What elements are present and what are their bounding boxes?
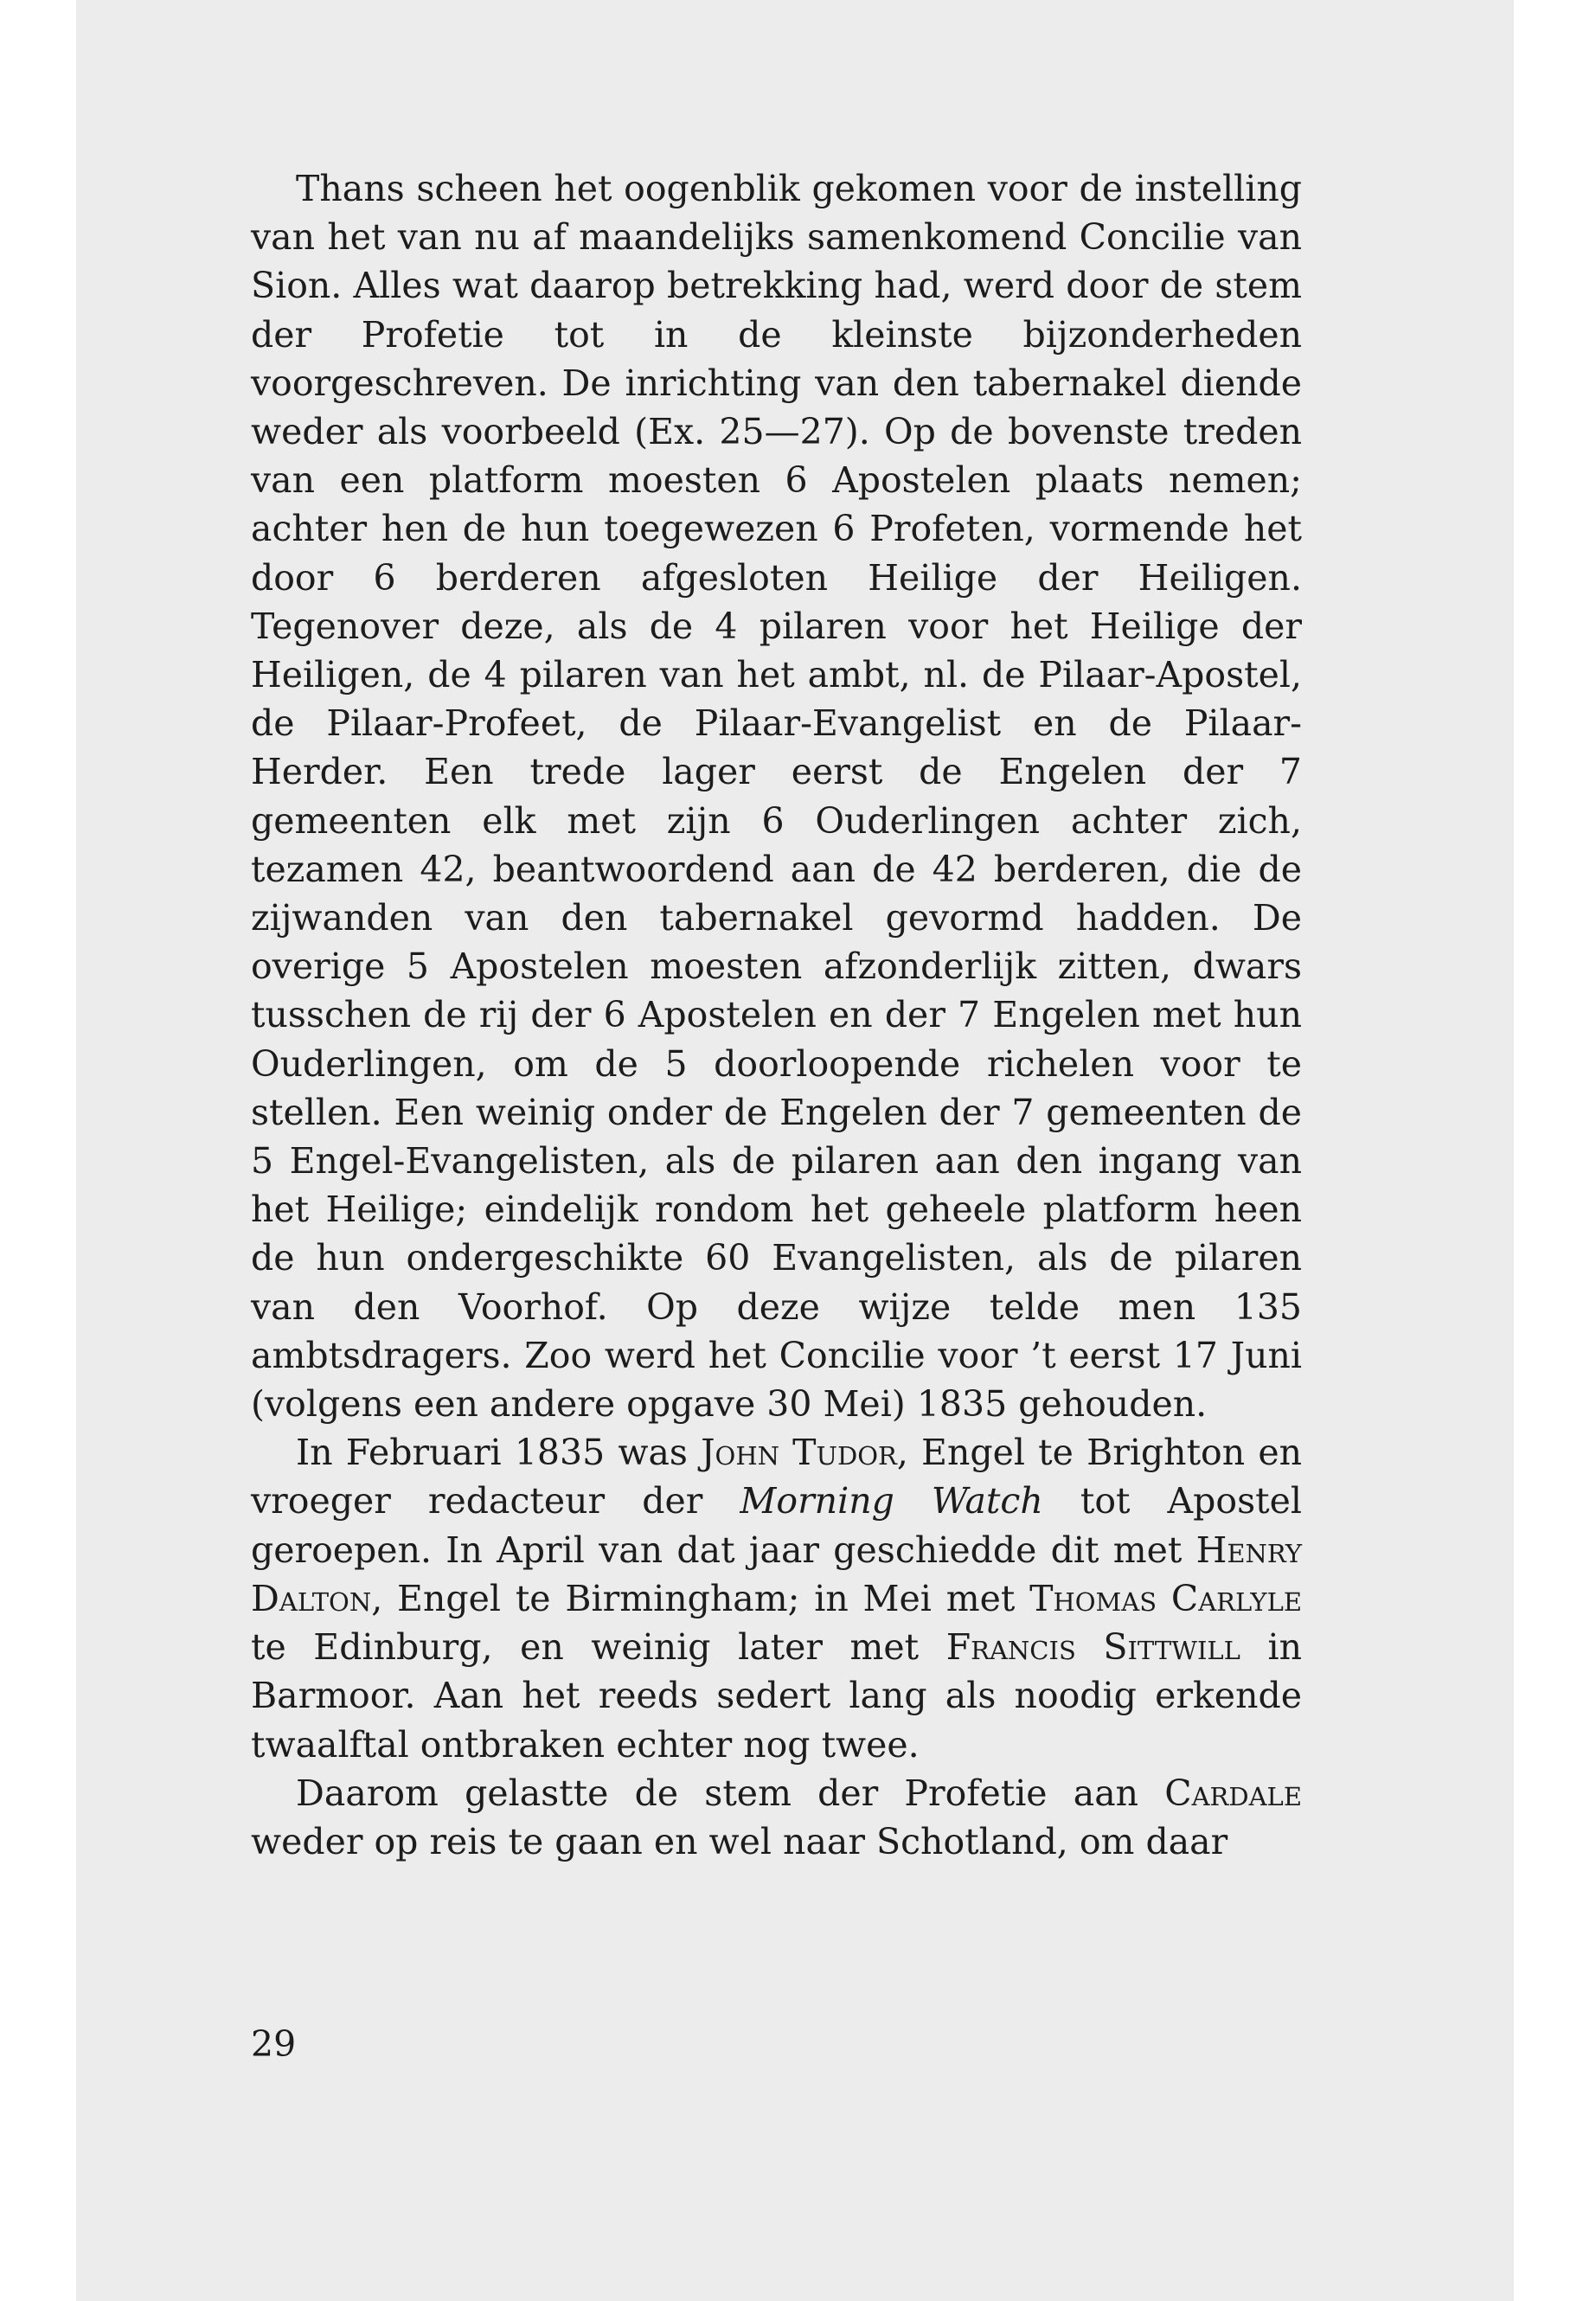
- person-name-thomas-carlyle: Thomas Carlyle: [1029, 1577, 1302, 1619]
- person-name-john-tudor: John Tudor: [701, 1432, 897, 1474]
- text-segment: te Edinburg, en weinig later met: [251, 1626, 946, 1669]
- person-name-henry-dalton: Henry Dalton: [251, 1529, 1302, 1619]
- body-text: [251, 164, 1302, 1866]
- paragraph-cardale-journey: [251, 1769, 1302, 1866]
- text-segment: Daarom gelastte de stem der Profetie aan: [296, 1772, 1165, 1814]
- paragraph-council-of-sion: [251, 164, 1302, 1428]
- text-segment: weder op reis te gaan en wel naar Schotland, om daar: [251, 1820, 1228, 1862]
- person-name-francis-sittwill: Francis Sittwill: [945, 1626, 1240, 1669]
- publication-title: Morning Watch: [740, 1480, 1043, 1522]
- paragraph-apostles-called: [251, 1428, 1302, 1768]
- text-segment: , Engel te Brighton en vroeger redacteur der: [251, 1432, 1302, 1522]
- person-name-cardale: Cardale: [1164, 1772, 1302, 1814]
- page-number: 29: [251, 2023, 297, 2065]
- text-segment: , Engel te Birmingham; in Mei met: [371, 1577, 1030, 1619]
- text-segment: tot Apostel geroepen. In April van dat jaar geschiedde dit met: [251, 1480, 1302, 1571]
- text-segment: In Februari 1835 was: [296, 1432, 702, 1474]
- paragraph-text: Thans scheen het oogenblik gekomen voor de instelling van het van nu af maandelijks samenkomend Concilie van Sion. Alles wat daarop betrekking had, werd door de stem der Profetie tot in de kleinste bijzonderheden voorgeschreven. De inrichting van den tabernakel diende weder als voorbeeld (Ex. 25—27). Op de bovenste treden van een platform moesten 6 Apostelen plaats nemen; achter hen de hun toegewezen 6 Profeten, vormende het door 6 berderen afgesloten Heilige der Heiligen. Tegenover deze, als de 4 pilaren voor het Heilige der Heiligen, de 4 pilaren van het ambt, nl. de Pilaar-Apostel, de Pilaar-Profeet, de Pilaar-Evangelist en de Pilaar-Herder. Een trede lager eerst de Engelen der 7 gemeenten elk met zijn 6 Ouderlingen achter zich, tezamen 42, beantwoordend aan de 42 berderen, die de zijwanden van den tabernakel gevormd hadden. De overige 5 Apostelen moesten afzonderlijk zitten, dwars tusschen de rij der 6 Apostelen en der 7 Engelen met hun Ouderlingen, om de 5 doorloopende richelen voor te stellen. Een weinig onder de Engelen der 7 gemeenten de 5 Engel-Evangelisten, als de pilaren aan den ingang van het Heilige; eindelijk rondom het geheele platform heen de hun ondergeschikte 60 Evangelisten, als de pilaren van den Voorhof. Op deze wijze telde men 135 ambtsdragers. Zoo werd het Concilie voor ’t eerst 17 Juni (volgens een andere opgave 30 Mei) 1835 gehouden.: [251, 168, 1302, 1426]
- text-segment: in Barmoor. Aan het reeds sedert lang als noodig erkende twaalftal ontbraken echter nog twee.: [251, 1626, 1302, 1766]
